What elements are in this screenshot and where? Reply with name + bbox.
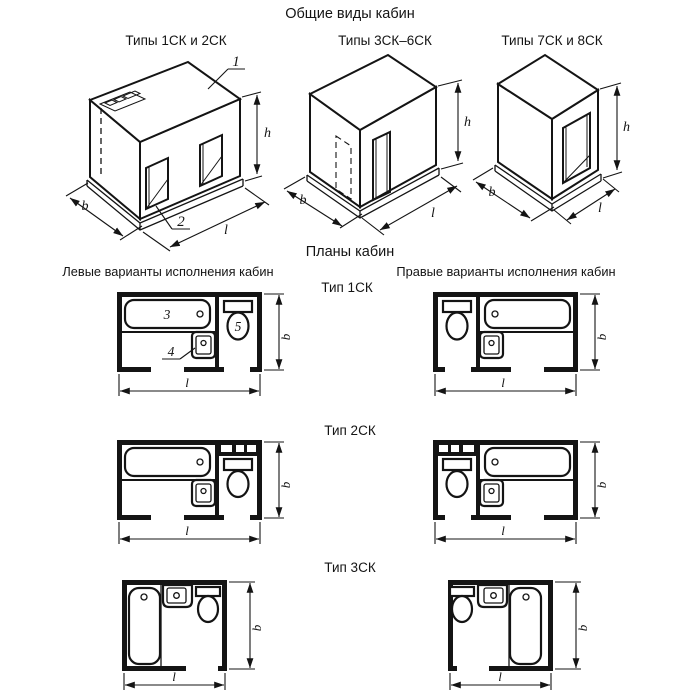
dimension-b [580,442,609,518]
bathtub [510,588,541,664]
toilet [450,587,474,622]
svg-text:b: b [249,624,264,632]
ventilation-block [215,440,262,456]
svg-text:b: b [488,185,496,200]
plan-2sk-left [112,436,297,554]
iso-label-types-1-2: Типы 1СК и 2СК [125,33,227,48]
dimension-h [438,80,471,169]
svg-text:b: b [299,193,307,208]
page-title: Общие виды кабин [285,6,415,22]
toilet [196,587,220,622]
svg-text:4: 4 [167,344,175,359]
callout-toilet: 5 [234,319,242,334]
toilet [443,459,471,497]
dimension-b [264,442,293,518]
svg-text:b: b [594,333,609,341]
svg-text:l: l [498,669,502,684]
dimension-b [264,294,293,370]
washbasin [163,585,192,607]
plan-row-label-3sk: Тип 3СК [324,560,376,575]
plan-3sk-left [112,576,272,698]
svg-text:b: b [278,333,293,341]
toilet [443,301,471,340]
iso-view-types-3sk-6sk [278,52,478,247]
dimension-h [242,92,271,181]
dimension-b [580,294,609,370]
dimension-b [229,582,264,669]
svg-text:l: l [185,375,189,390]
svg-text:h: h [623,120,630,135]
plans-title: Планы кабин [305,244,395,260]
svg-text:l: l [224,223,228,238]
svg-text:l: l [598,201,602,216]
dimension-l [450,669,551,690]
iso-label-types-3-6: Типы 3СК–6СК [338,33,432,48]
dimension-b [555,582,590,669]
svg-text:h: h [464,115,471,130]
svg-text:b: b [594,481,609,489]
washbasin [192,332,215,358]
washbasin [480,480,503,506]
iso-view-types-7sk-8sk [470,52,650,247]
callout-bath: 3 [163,307,171,322]
plan-2sk-right [428,436,613,554]
washbasin [478,585,507,607]
svg-text:b: b [81,199,89,214]
dimension-l [124,669,225,690]
dimension-l [435,522,576,544]
left-variants-header: Левые варианты исполнения кабин [62,264,274,279]
iso-label-types-7-8: Типы 7СК и 8СК [501,33,603,48]
plan-3sk-right [443,576,603,698]
svg-text:l: l [185,523,189,538]
bathtub [129,588,160,664]
dimension-l [435,374,576,396]
dimension-l [119,522,260,544]
washbasin [192,480,215,506]
bathtub [480,448,573,480]
right-variants-header: Правые варианты исполнения кабин [396,264,616,279]
svg-text:b: b [278,481,293,489]
svg-text:1: 1 [232,54,240,70]
callout-roof-panel [208,54,245,89]
svg-text:2: 2 [177,214,185,230]
cabin-box [90,62,240,219]
plan-row-label-1sk: Тип 1СК [321,280,373,295]
plan-1sk-right [428,288,613,406]
callout-washbasin [162,344,195,359]
svg-text:l: l [501,523,505,538]
svg-text:l: l [431,206,435,221]
ventilation-block [433,440,480,456]
washbasin [480,332,503,358]
dimension-l [119,374,260,396]
plan-row-label-2sk: Тип 2СК [324,423,376,438]
bathtub [122,448,215,480]
svg-text:l: l [172,669,176,684]
iso-view-types-1sk-2sk [58,52,288,252]
svg-text:b: b [575,624,590,632]
dimension-h [600,83,630,178]
svg-text:h: h [264,126,271,141]
plan-1sk-left [112,288,297,406]
toilet [224,459,252,497]
bathtub [480,300,573,332]
svg-text:l: l [501,375,505,390]
